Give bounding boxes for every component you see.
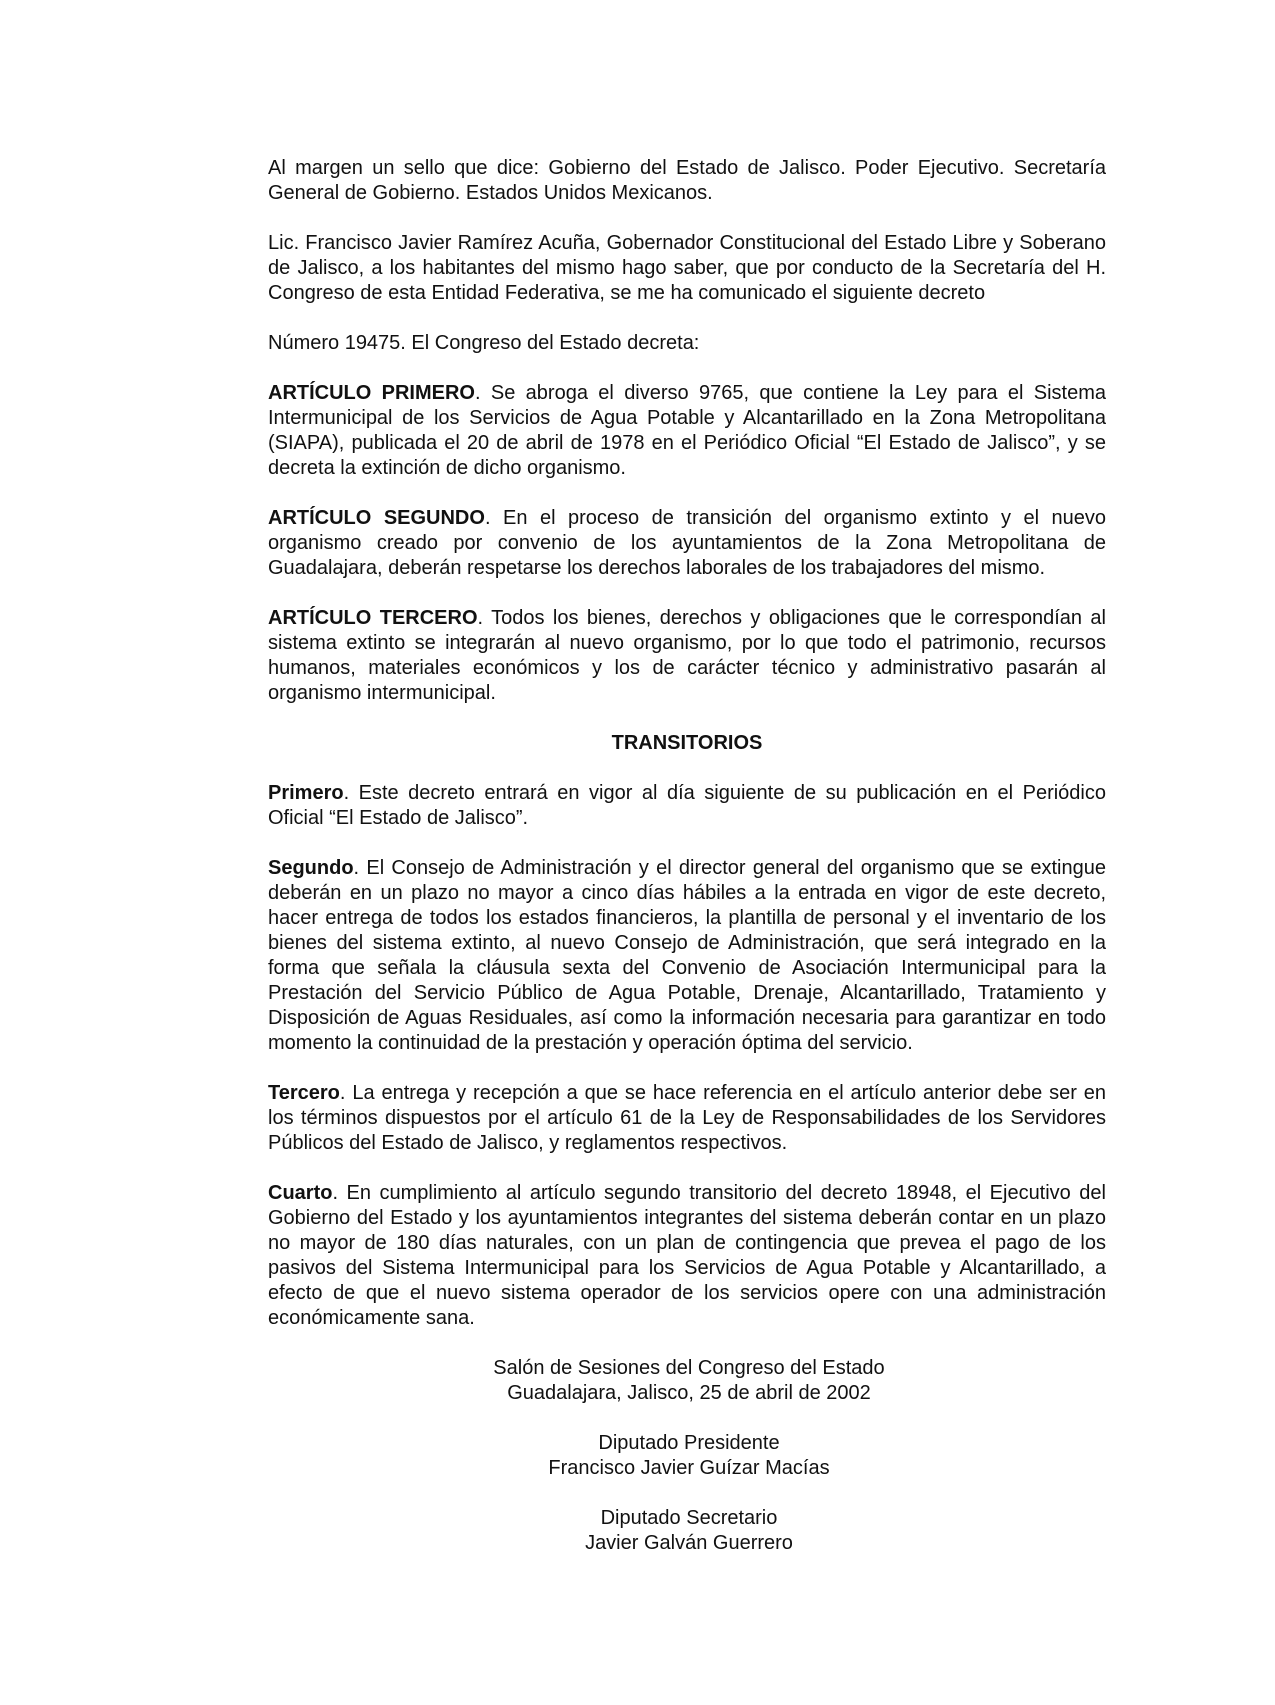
transitorio-first-label: Primero bbox=[268, 782, 344, 804]
session-date-line: Guadalajara, Jalisco, 25 de abril de 2002 bbox=[507, 1382, 871, 1404]
transitorio-third bbox=[268, 1081, 1106, 1156]
article-second bbox=[268, 506, 1106, 581]
signature-section bbox=[404, 1356, 974, 1556]
transitorio-fourth-text: . En cumplimiento al artículo segundo transitorio del decreto 18948, el Ejecutivo del Gobierno del Estado y los ayuntamientos integrantes del sistema deberán contar en un plazo no mayor de 180 días naturales, con un plan de contingencia que prevea el pago de los pasivos del Sistema Intermunicipal para los Servicios de Agua Potable y Alcantarillado, a efecto de que el nuevo sistema operador de los servicios opere con una administración económicamente sana. bbox=[268, 1182, 1106, 1329]
article-third-label: ARTÍCULO TERCERO bbox=[268, 607, 478, 629]
transitorios-heading: TRANSITORIOS bbox=[611, 732, 763, 754]
governor-paragraph: Lic. Francisco Javier Ramírez Acuña, Gobernador Constitucional del Estado Libre y Soberano de Jalisco, a los habitantes del mismo hago saber, que por conducto de la Secretaría del H. Congreso de esta Entidad Federativa, se me ha comunicado el siguiente decreto bbox=[268, 232, 1106, 304]
transitorio-fourth-label: Cuarto bbox=[268, 1182, 333, 1204]
decree-document bbox=[268, 156, 1106, 1581]
article-second-text: . En el proceso de transición del organismo extinto y el nuevo organismo creado por convenio de los ayuntamientos de la Zona Metropolitana de Guadalajara, deberán respetarse los derechos laborales de los trabajadores del mismo. bbox=[268, 507, 1106, 579]
article-first bbox=[268, 381, 1106, 481]
transitorio-second-text: . El Consejo de Administración y el director general del organismo que se extingue deberán en un plazo no mayor a cinco días hábiles a la entrada en vigor de este decreto, hacer entrega de todos los estados financieros, la plantilla de personal y el inventario de los bienes del sistema extinto, al nuevo Consejo de Administración, que será integrado en la forma que señala la cláusula sexta del Convenio de Asociación Intermunicipal para la Prestación del Servicio Público de Agua Potable, Drenaje, Alcantarillado, Tratamiento y Disposición de Aguas Residuales, así como la información necesaria para garantizar en todo momento la continuidad de la prestación y operación óptima del servicio. bbox=[268, 857, 1106, 1054]
session-place-line: Salón de Sesiones del Congreso del Estado bbox=[493, 1357, 885, 1379]
article-second-label: ARTÍCULO SEGUNDO bbox=[268, 507, 485, 529]
transitorio-third-label: Tercero bbox=[268, 1082, 340, 1104]
seal-paragraph: Al margen un sello que dice: Gobierno del Estado de Jalisco. Poder Ejecutivo. Secretaría General de Gobierno. Estados Unidos Mexicanos. bbox=[268, 157, 1106, 204]
session-place bbox=[404, 1356, 974, 1406]
article-third-text: . Todos los bienes, derechos y obligaciones que le correspondían al sistema extinto se integrarán al nuevo organismo, por lo que todo el patrimonio, recursos humanos, materiales económicos y los de carácter técnico y administrativo pasarán al organismo intermunicipal. bbox=[268, 607, 1106, 704]
transitorio-second bbox=[268, 856, 1106, 1056]
transitorio-first-text: . Este decreto entrará en vigor al día siguiente de su publicación en el Periódico Oficial “El Estado de Jalisco”. bbox=[268, 782, 1106, 829]
secretary-title: Diputado Secretario bbox=[600, 1507, 778, 1529]
president-signature bbox=[404, 1431, 974, 1481]
transitorio-fourth bbox=[268, 1181, 1106, 1331]
secretary-name: Javier Galván Guerrero bbox=[585, 1532, 793, 1554]
president-title: Diputado Presidente bbox=[598, 1432, 780, 1454]
article-first-text: . Se abroga el diverso 9765, que contiene la Ley para el Sistema Intermunicipal de los Servicios de Agua Potable y Alcantarillado en la Zona Metropolitana (SIAPA), publicada el 20 de abril de 1978 en el Periódico Oficial “El Estado de Jalisco”, y se decreta la extinción de dicho organismo. bbox=[268, 382, 1107, 479]
transitorio-first bbox=[268, 781, 1106, 831]
article-third bbox=[268, 606, 1106, 706]
decree-number-paragraph: Número 19475. El Congreso del Estado decreta: bbox=[268, 332, 700, 354]
secretary-signature bbox=[404, 1506, 974, 1556]
transitorio-second-label: Segundo bbox=[268, 857, 354, 879]
transitorio-third-text: . La entrega y recepción a que se hace referencia en el artículo anterior debe ser en los términos dispuestos por el artículo 61 de la Ley de Responsabilidades de los Servidores Públicos del Estado de Jalisco, y reglamentos respectivos. bbox=[268, 1082, 1106, 1154]
president-name: Francisco Javier Guízar Macías bbox=[548, 1457, 830, 1479]
article-first-label: ARTÍCULO PRIMERO bbox=[268, 382, 475, 404]
